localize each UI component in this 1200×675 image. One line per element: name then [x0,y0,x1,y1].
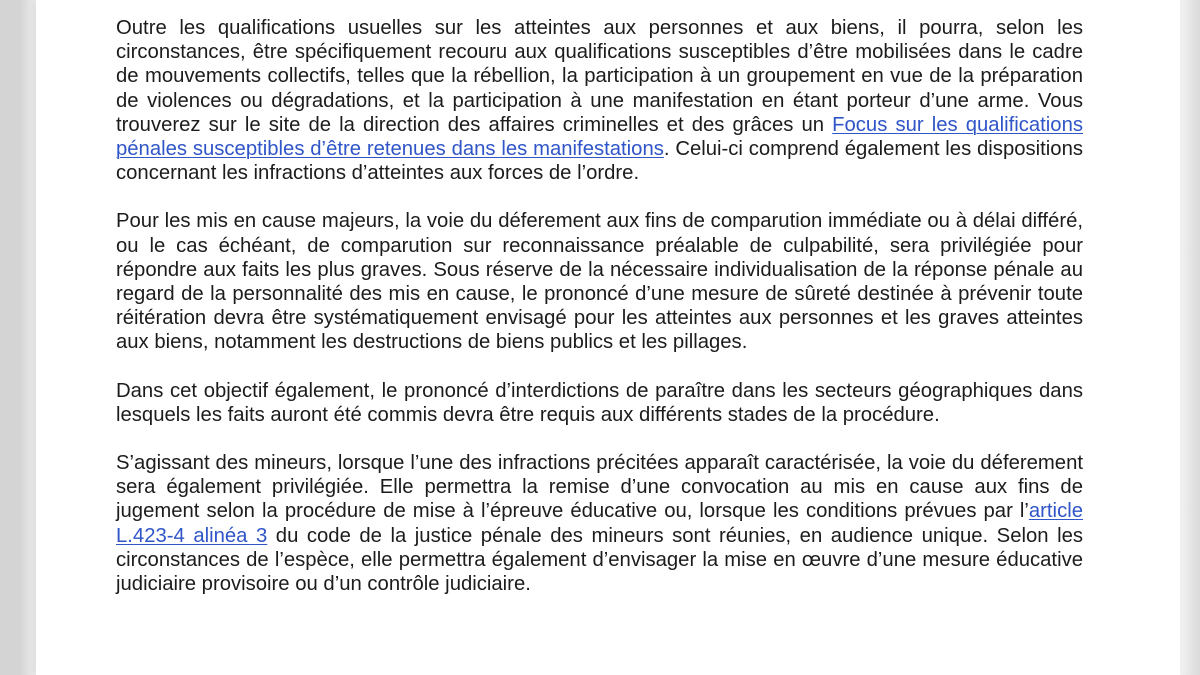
page-edge-left [0,0,36,675]
article-l423-4-link[interactable]: article L.423-4 alinéa 3 [116,500,1083,547]
paragraph-3-text: Dans cet objectif également, le prononcé d’interdictions de paraître dans les secteurs géographiques dans lesquels les faits auront été commis devra être requis aux différents stades de la procédure. [116,379,1083,426]
paragraph-mineurs [116,451,1083,596]
paragraph-2-text: Pour les mis en cause majeurs, la voie du déferement aux fins de comparution immédiate ou à délai différé, ou le cas échéant, de comparution sur reconnaissance préalable de culpabilité, sera privilégiée pour répondre aux faits les plus graves. Sous réserve de la nécessaire individualisation de la réponse pénale au regard de la personnalité des mis en cause, le prononcé d’une mesure de sûreté destinée à prévenir toute réitération devra être systématiquement envisagé pour les atteintes aux personnes et les graves atteintes aux biens, notamment les destructions de biens publics et les pillages. [116,210,1083,354]
paragraph-1-text-end: . Celui-ci comprend également les dispositions concernant les infractions d’atteintes aux forces de l’ordre. [116,138,1083,185]
paragraph-majeurs [116,209,1083,354]
document-page [36,0,1180,675]
focus-qualifications-link[interactable]: Focus sur les qualifications pénales susceptibles d’être retenues dans les manifestations [116,113,1083,161]
document-body [116,16,1083,620]
page-edge-right [1180,0,1200,675]
paragraph-1-text-start: Outre les qualifications usuelles sur les atteintes aux personnes et aux biens, il pourra, selon les circonstances, être spécifiquement recouru aux qualifications susceptibles d’être mobilisées dans le cadre de mouvements collectifs, telles que la rébellion, la participation à un groupement en vue de la préparation de violences ou dégradations, et la participation à une manifestation en étant porteur d’une arme. Vous trouverez sur le site de la direction des affaires criminelles et des grâces un [116,17,1083,136]
paragraph-4-text-start: S’agissant des mineurs, lorsque l’une des infractions précitées apparaît caractérisée, la voie du déferement sera également privilégiée. Elle permettra la remise d’une convocation au mis en cause aux fins de jugement selon la procédure de mise à l’épreuve éducative ou, lorsque les conditions prévues par l’ [116,452,1083,523]
paragraph-4-text-end: du code de la justice pénale des mineurs sont réunies, en audience unique. Selon les circonstances de l’espèce, elle permettra également d’envisager la mise en œuvre d’une mesure éducative judiciaire provisoire ou d’un contrôle judiciaire. [116,524,1083,596]
paragraph-interdictions [116,379,1083,427]
paragraph-qualifications [116,16,1083,185]
